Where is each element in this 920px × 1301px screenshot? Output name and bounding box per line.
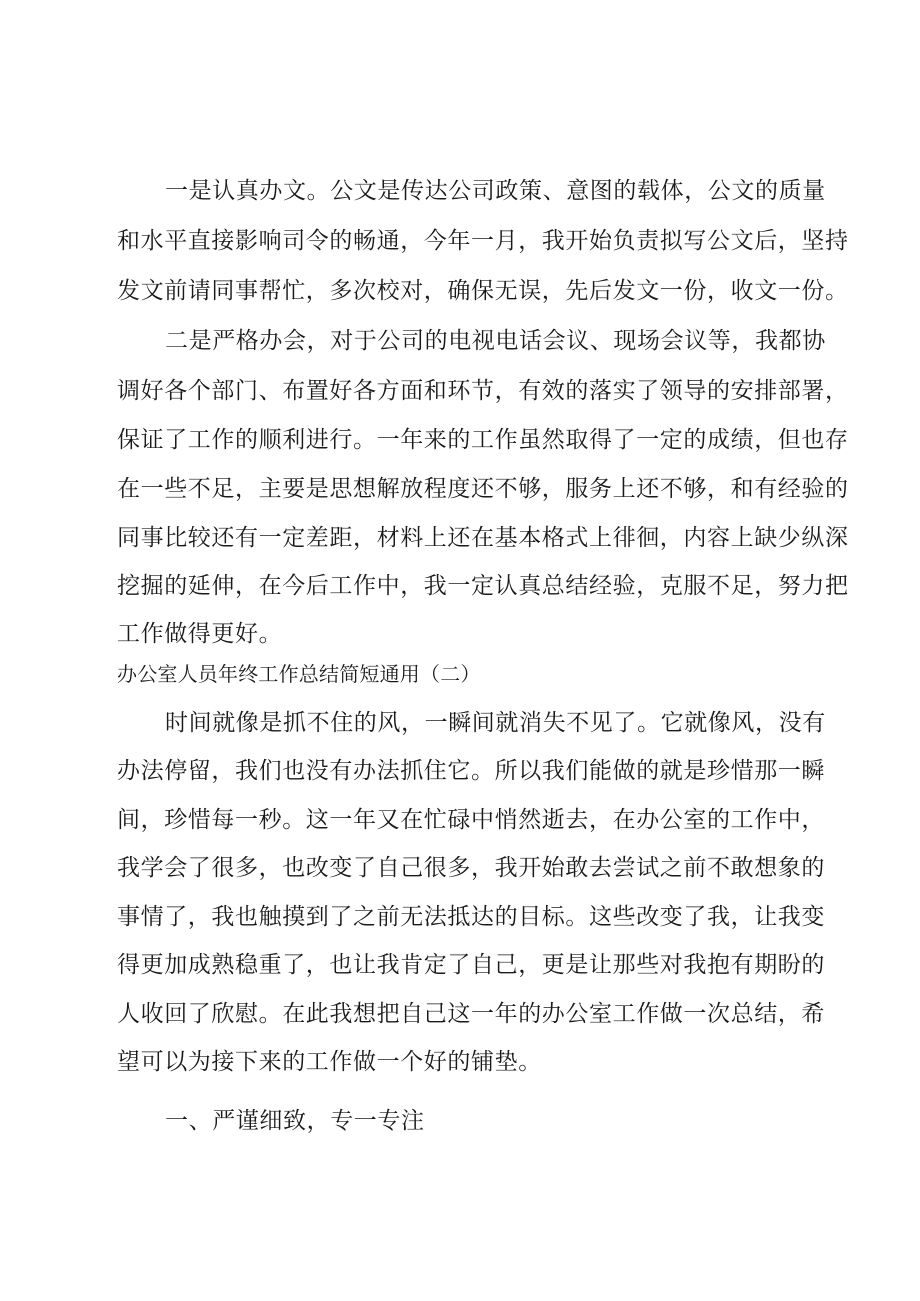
paragraph-line: 事情了，我也触摸到了之前无法抵达的目标。这些改变了我，让我变	[117, 904, 825, 930]
paragraph-line: 望可以为接下来的工作做一个好的铺垫。	[117, 1049, 542, 1075]
paragraph-line: 发文前请同事帮忙，多次校对，确保无误，先后发文一份，收文一份。	[117, 278, 849, 304]
paragraph-line: 二是严格办会，对于公司的电视电话会议、现场会议等，我都协	[165, 328, 826, 354]
paragraph-line: 调好各个部门、布置好各方面和环节，有效的落实了领导的安排部署，	[117, 378, 849, 404]
paragraph-line: 得更加成熟稳重了，也让我肯定了自己，更是让那些对我抱有期盼的	[117, 952, 825, 978]
subheading: 一、严谨细致，专一专注	[165, 1108, 425, 1134]
paragraph-line: 同事比较还有一定差距，材料上还在基本格式上徘徊，内容上缺少纵深	[117, 525, 849, 551]
paragraph-line: 工作做得更好。	[117, 621, 283, 647]
paragraph-line: 办法停留，我们也没有办法抓住它。所以我们能做的就是珍惜那一瞬	[117, 758, 825, 784]
paragraph-line: 和水平直接影响司令的畅通，今年一月，我开始负责拟写公文后，坚持	[117, 228, 849, 254]
paragraph-line: 一是认真办文。公文是传达公司政策、意图的载体，公文的质量	[165, 178, 826, 204]
paragraph-line: 我学会了很多，也改变了自己很多，我开始敢去尝试之前不敢想象的	[117, 855, 825, 881]
paragraph-line: 时间就像是抓不住的风，一瞬间就消失不见了。它就像风，没有	[165, 710, 826, 736]
paragraph-line: 人收回了欣慰。在此我想把自己这一年的办公室工作做一次总结，希	[117, 1001, 825, 1027]
paragraph-line: 保证了工作的顺利进行。一年来的工作虽然取得了一定的成绩，但也存	[117, 427, 849, 453]
paragraph-line: 在一些不足，主要是思想解放程度还不够，服务上还不够，和有经验的	[117, 476, 849, 502]
paragraph-line: 挖掘的延伸，在今后工作中，我一定认真总结经验，克服不足，努力把	[117, 573, 849, 599]
section-title: 办公室人员年终工作总结简短通用（二）	[117, 662, 481, 686]
paragraph-line: 间，珍惜每一秒。这一年又在忙碌中悄然逝去，在办公室的工作中，	[117, 807, 825, 833]
